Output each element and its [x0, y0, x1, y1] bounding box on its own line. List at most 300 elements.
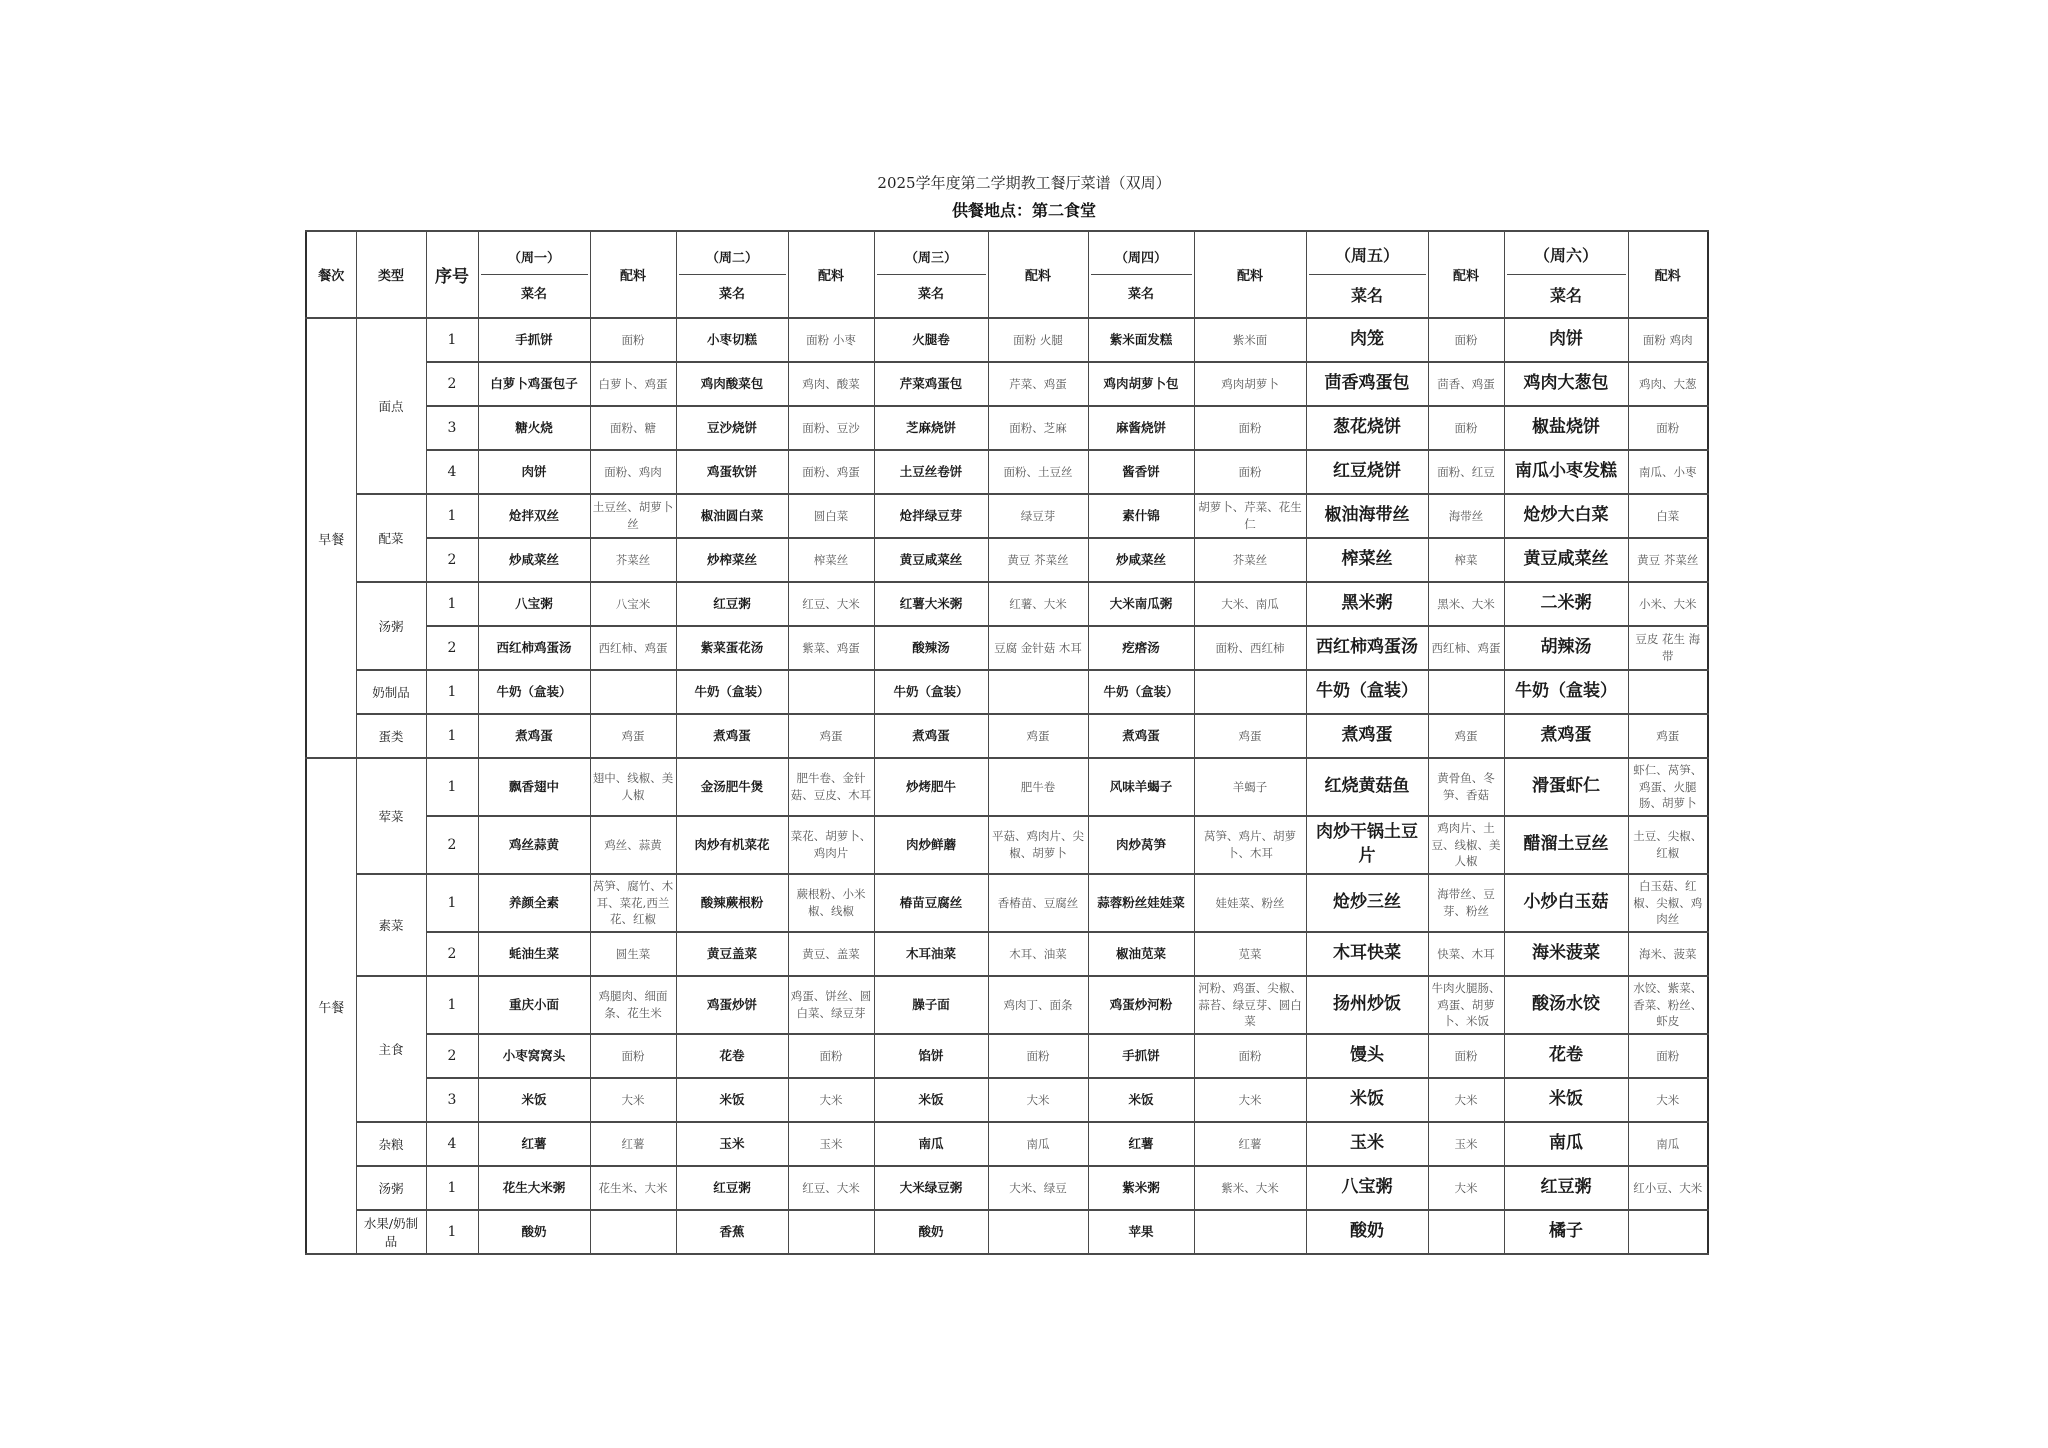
- ingredient-cell: 大米: [1428, 1166, 1504, 1210]
- dish-cell: 炝炒三丝: [1306, 874, 1428, 932]
- dish-cell: 木耳快菜: [1306, 932, 1428, 976]
- dish-cell: 肉炒有机菜花: [676, 816, 788, 874]
- dish-cell: 酸汤水饺: [1504, 976, 1628, 1034]
- ingredient-cell: 面粉: [1428, 1034, 1504, 1078]
- ingredient-cell: 面粉、鸡蛋: [788, 450, 874, 494]
- dish-cell: 扬州炒饭: [1306, 976, 1428, 1034]
- dish-cell: 橘子: [1504, 1210, 1628, 1254]
- dish-cell: 煮鸡蛋: [1306, 714, 1428, 758]
- dish-cell: 炒咸菜丝: [478, 538, 590, 582]
- dish-cell: 炒烤肥牛: [874, 758, 988, 816]
- ingredient-cell: 虾仁、莴笋、鸡蛋、火腿肠、胡萝卜: [1628, 758, 1708, 816]
- dish-cell: 海米菠菜: [1504, 932, 1628, 976]
- header-row: [306, 231, 1708, 318]
- dish-cell: 花卷: [676, 1034, 788, 1078]
- ingredient-cell: 面粉: [1194, 1034, 1306, 1078]
- dish-cell: 滑蛋虾仁: [1504, 758, 1628, 816]
- ingredient-cell: 菜花、胡萝卜、鸡肉片: [788, 816, 874, 874]
- dish-cell: 牛奶（盒装）: [874, 670, 988, 714]
- dish-cell: 炒榨菜丝: [676, 538, 788, 582]
- dish-cell: 酸辣汤: [874, 626, 988, 670]
- ingredient-cell: 鸡肉丁、面条: [988, 976, 1088, 1034]
- dish-cell: 炝炒大白菜: [1504, 494, 1628, 538]
- dish-cell: 米饭: [1306, 1078, 1428, 1122]
- dish-name-header: 菜名: [917, 287, 944, 302]
- dish-cell: 西红柿鸡蛋汤: [478, 626, 590, 670]
- ingredient-cell: 肥牛卷、金针菇、豆皮、木耳: [788, 758, 874, 816]
- ingredient-cell: 鸡肉、酸菜: [788, 362, 874, 406]
- dish-cell: 南瓜: [1504, 1122, 1628, 1166]
- no-cell: 4: [426, 1122, 478, 1166]
- ingredient-cell: [788, 1210, 874, 1254]
- ingredient-cell: 榨菜: [1428, 538, 1504, 582]
- header-day-1: [478, 231, 590, 318]
- dish-cell: 肉炒干锅土豆片: [1306, 816, 1428, 874]
- dish-cell: 酸辣蕨根粉: [676, 874, 788, 932]
- dish-cell: 八宝粥: [1306, 1166, 1428, 1210]
- ingredient-cell: 紫菜、鸡蛋: [788, 626, 874, 670]
- ingredient-cell: 面粉: [1194, 450, 1306, 494]
- ingredient-cell: 海带丝、豆芽、粉丝: [1428, 874, 1504, 932]
- type-cell: 主食: [356, 976, 426, 1122]
- ingredient-cell: 榨菜丝: [788, 538, 874, 582]
- dish-cell: 牛奶（盒装）: [1504, 670, 1628, 714]
- dish-name-header: 菜名: [1549, 286, 1582, 305]
- ingredient-cell: 面粉、鸡肉: [590, 450, 676, 494]
- ingredient-cell: 南瓜: [988, 1122, 1088, 1166]
- ingredient-cell: 鸡蛋: [1428, 714, 1504, 758]
- dish-cell: 红薯大米粥: [874, 582, 988, 626]
- header-day-5: [1306, 231, 1428, 318]
- menu-row: [306, 1034, 1708, 1078]
- dish-cell: 花生大米粥: [478, 1166, 590, 1210]
- dish-cell: 红豆粥: [676, 1166, 788, 1210]
- ingredient-cell: [988, 1210, 1088, 1254]
- no-cell: 2: [426, 538, 478, 582]
- ingredient-cell: 面粉: [988, 1034, 1088, 1078]
- ingredient-cell: 西红柿、鸡蛋: [590, 626, 676, 670]
- ingredient-cell: 白萝卜、鸡蛋: [590, 362, 676, 406]
- dish-cell: 养颜全素: [478, 874, 590, 932]
- ingredient-cell: 娃娃菜、粉丝: [1194, 874, 1306, 932]
- ingredient-cell: 花生米、大米: [590, 1166, 676, 1210]
- dish-cell: 红薯: [1088, 1122, 1194, 1166]
- ingredient-cell: 河粉、鸡蛋、尖椒、蒜苔、绿豆芽、圆白菜: [1194, 976, 1306, 1034]
- dish-cell: 米饭: [874, 1078, 988, 1122]
- dish-cell: 火腿卷: [874, 318, 988, 362]
- ingredient-cell: 面粉、红豆: [1428, 450, 1504, 494]
- dish-cell: 黄豆咸菜丝: [1504, 538, 1628, 582]
- header-day-4: [1088, 231, 1194, 318]
- dish-cell: 白萝卜鸡蛋包子: [478, 362, 590, 406]
- dish-cell: 肉炒莴笋: [1088, 816, 1194, 874]
- ingredient-cell: 面粉、土豆丝: [988, 450, 1088, 494]
- no-cell: 1: [426, 1166, 478, 1210]
- ingredient-cell: 大米、绿豆: [988, 1166, 1088, 1210]
- day-label: （周一）: [481, 239, 588, 275]
- dish-cell: 黄豆咸菜丝: [874, 538, 988, 582]
- header-day-2: [676, 231, 788, 318]
- dish-cell: 馅饼: [874, 1034, 988, 1078]
- dish-cell: 芝麻烧饼: [874, 406, 988, 450]
- no-cell: 3: [426, 1078, 478, 1122]
- dish-cell: 玉米: [1306, 1122, 1428, 1166]
- dish-cell: 牛奶（盒装）: [478, 670, 590, 714]
- ingredient-cell: 绿豆芽: [988, 494, 1088, 538]
- dish-cell: 风味羊蝎子: [1088, 758, 1194, 816]
- ingredient-cell: 白菜: [1628, 494, 1708, 538]
- dish-cell: 红烧黄菇鱼: [1306, 758, 1428, 816]
- ingredient-cell: [1628, 1210, 1708, 1254]
- dish-cell: 鸡肉酸菜包: [676, 362, 788, 406]
- dish-cell: 米饭: [1088, 1078, 1194, 1122]
- menu-row: [306, 714, 1708, 758]
- ingredient-cell: 玉米: [1428, 1122, 1504, 1166]
- ingredient-cell: 鸡蛋: [590, 714, 676, 758]
- dish-cell: 南瓜: [874, 1122, 988, 1166]
- ingredient-cell: 水饺、紫菜、香菜、粉丝、虾皮: [1628, 976, 1708, 1034]
- dish-cell: 葱花烧饼: [1306, 406, 1428, 450]
- dish-cell: 米饭: [1504, 1078, 1628, 1122]
- ingredient-cell: 面粉: [1194, 406, 1306, 450]
- ingredient-cell: 莴笋、鸡片、胡萝卜、木耳: [1194, 816, 1306, 874]
- ingredient-cell: 鸡蛋、饼丝、圆白菜、绿豆芽: [788, 976, 874, 1034]
- type-cell: 配菜: [356, 494, 426, 582]
- type-cell: 素菜: [356, 874, 426, 976]
- menu-row: [306, 670, 1708, 714]
- ingredient-cell: 大米: [788, 1078, 874, 1122]
- ingredient-cell: 面粉: [1628, 1034, 1708, 1078]
- dish-cell: 红豆粥: [1504, 1166, 1628, 1210]
- menu-row: [306, 450, 1708, 494]
- no-cell: 2: [426, 816, 478, 874]
- ingredient-cell: 面粉、西红柿: [1194, 626, 1306, 670]
- dish-cell: 手抓饼: [478, 318, 590, 362]
- type-cell: 蛋类: [356, 714, 426, 758]
- dish-cell: 茴香鸡蛋包: [1306, 362, 1428, 406]
- meal-cell: 午餐: [306, 758, 356, 1254]
- header-ingredient: 配料: [590, 231, 676, 318]
- ingredient-cell: 鸡肉、大葱: [1628, 362, 1708, 406]
- dish-cell: 酸奶: [1306, 1210, 1428, 1254]
- ingredient-cell: 紫米面: [1194, 318, 1306, 362]
- dish-cell: 臊子面: [874, 976, 988, 1034]
- dish-cell: 椿苗豆腐丝: [874, 874, 988, 932]
- dish-name-header: 菜名: [1350, 286, 1383, 305]
- header-meal: 餐次: [306, 231, 356, 318]
- header-ingredient: 配料: [788, 231, 874, 318]
- no-cell: 1: [426, 670, 478, 714]
- dish-cell: 黄豆盖菜: [676, 932, 788, 976]
- ingredient-cell: 蕨根粉、小米椒、线椒: [788, 874, 874, 932]
- ingredient-cell: 南瓜: [1628, 1122, 1708, 1166]
- ingredient-cell: 紫米、大米: [1194, 1166, 1306, 1210]
- ingredient-cell: 鸡丝、蒜黄: [590, 816, 676, 874]
- day-label: （周三）: [877, 239, 986, 275]
- ingredient-cell: 鸡肉片、土豆、线椒、美人椒: [1428, 816, 1504, 874]
- day-label: （周二）: [679, 239, 786, 275]
- dish-cell: 肉笼: [1306, 318, 1428, 362]
- header-day-6: [1504, 231, 1628, 318]
- no-cell: 3: [426, 406, 478, 450]
- ingredient-cell: 红薯: [590, 1122, 676, 1166]
- ingredient-cell: 豆腐 金针菇 木耳: [988, 626, 1088, 670]
- ingredient-cell: 香椿苗、豆腐丝: [988, 874, 1088, 932]
- ingredient-cell: 面粉: [1428, 318, 1504, 362]
- menu-row: [306, 874, 1708, 932]
- no-cell: 1: [426, 758, 478, 816]
- dish-cell: 醋溜土豆丝: [1504, 816, 1628, 874]
- dish-cell: 香蕉: [676, 1210, 788, 1254]
- dish-cell: 小枣切糕: [676, 318, 788, 362]
- dish-name-header: 菜名: [718, 287, 745, 302]
- type-cell: 水果/奶制品: [356, 1210, 426, 1254]
- menu-row: [306, 582, 1708, 626]
- dish-name-header: 菜名: [1127, 287, 1154, 302]
- dish-cell: 馒头: [1306, 1034, 1428, 1078]
- ingredient-cell: 鸡腿肉、细面条、花生米: [590, 976, 676, 1034]
- ingredient-cell: 黑米、大米: [1428, 582, 1504, 626]
- dish-cell: 酸奶: [478, 1210, 590, 1254]
- dish-cell: 木耳油菜: [874, 932, 988, 976]
- dish-cell: 鸡蛋炒河粉: [1088, 976, 1194, 1034]
- dish-cell: 煮鸡蛋: [874, 714, 988, 758]
- dish-cell: 煮鸡蛋: [1504, 714, 1628, 758]
- ingredient-cell: [788, 670, 874, 714]
- dish-cell: 鸡丝蒜黄: [478, 816, 590, 874]
- dish-cell: 椒油圆白菜: [676, 494, 788, 538]
- dish-cell: 糖火烧: [478, 406, 590, 450]
- ingredient-cell: 快菜、木耳: [1428, 932, 1504, 976]
- menu-table: [305, 230, 1709, 1255]
- ingredient-cell: 白玉菇、红椒、尖椒、鸡肉丝: [1628, 874, 1708, 932]
- ingredient-cell: 大米: [590, 1078, 676, 1122]
- dish-cell: 素什锦: [1088, 494, 1194, 538]
- ingredient-cell: 土豆丝、胡萝卜丝: [590, 494, 676, 538]
- dish-name-header: 菜名: [520, 287, 547, 302]
- menu-row: [306, 1122, 1708, 1166]
- header-type: 类型: [356, 231, 426, 318]
- menu-row: [306, 406, 1708, 450]
- type-cell: 杂粮: [356, 1122, 426, 1166]
- dish-cell: 紫米粥: [1088, 1166, 1194, 1210]
- ingredient-cell: [1194, 1210, 1306, 1254]
- ingredient-cell: [590, 1210, 676, 1254]
- dish-cell: 蒜蓉粉丝娃娃菜: [1088, 874, 1194, 932]
- header-day-3: [874, 231, 988, 318]
- type-cell: 奶制品: [356, 670, 426, 714]
- menu-row: [306, 976, 1708, 1034]
- dish-cell: 煮鸡蛋: [478, 714, 590, 758]
- menu-row: [306, 538, 1708, 582]
- dish-cell: 芹菜鸡蛋包: [874, 362, 988, 406]
- dish-cell: 酸奶: [874, 1210, 988, 1254]
- ingredient-cell: 圆生菜: [590, 932, 676, 976]
- ingredient-cell: [1194, 670, 1306, 714]
- dish-cell: 花卷: [1504, 1034, 1628, 1078]
- ingredient-cell: 鸡肉胡萝卜: [1194, 362, 1306, 406]
- dish-cell: 胡辣汤: [1504, 626, 1628, 670]
- ingredient-cell: 鸡蛋: [1194, 714, 1306, 758]
- doc-title: 2025学年度第二学期教工餐厅菜谱（双周）: [877, 174, 1171, 192]
- ingredient-cell: 芹菜、鸡蛋: [988, 362, 1088, 406]
- dish-cell: 红豆粥: [676, 582, 788, 626]
- menu-row: [306, 318, 1708, 362]
- ingredient-cell: [1428, 670, 1504, 714]
- dish-cell: 榨菜丝: [1306, 538, 1428, 582]
- ingredient-cell: 牛肉火腿肠、鸡蛋、胡萝卜、米饭: [1428, 976, 1504, 1034]
- dish-cell: 红豆烧饼: [1306, 450, 1428, 494]
- dish-cell: 椒油海带丝: [1306, 494, 1428, 538]
- meal-cell: 早餐: [306, 318, 356, 758]
- ingredient-cell: 面粉、芝麻: [988, 406, 1088, 450]
- type-cell: 汤粥: [356, 582, 426, 670]
- day-label: （周四）: [1091, 239, 1192, 275]
- ingredient-cell: 芥菜丝: [590, 538, 676, 582]
- ingredient-cell: 黄豆 芥菜丝: [988, 538, 1088, 582]
- ingredient-cell: 面粉: [788, 1034, 874, 1078]
- header-no: 序号: [426, 231, 478, 318]
- ingredient-cell: 面粉 火腿: [988, 318, 1088, 362]
- ingredient-cell: 芥菜丝: [1194, 538, 1306, 582]
- ingredient-cell: 小米、大米: [1628, 582, 1708, 626]
- menu-row: [306, 932, 1708, 976]
- ingredient-cell: 莴笋、腐竹、木耳、菜花,西兰花、红椒: [590, 874, 676, 932]
- ingredient-cell: 平菇、鸡肉片、尖椒、胡萝卜: [988, 816, 1088, 874]
- dish-cell: 重庆小面: [478, 976, 590, 1034]
- no-cell: 2: [426, 1034, 478, 1078]
- ingredient-cell: 面粉、豆沙: [788, 406, 874, 450]
- dish-cell: 紫菜蛋花汤: [676, 626, 788, 670]
- dish-cell: 椒盐烧饼: [1504, 406, 1628, 450]
- dish-cell: 炝拌绿豆芽: [874, 494, 988, 538]
- ingredient-cell: 圆白菜: [788, 494, 874, 538]
- menu-row: [306, 1078, 1708, 1122]
- no-cell: 1: [426, 714, 478, 758]
- no-cell: 1: [426, 494, 478, 538]
- dish-cell: 麻酱烧饼: [1088, 406, 1194, 450]
- ingredient-cell: 黄骨鱼、冬笋、香菇: [1428, 758, 1504, 816]
- ingredient-cell: 红薯: [1194, 1122, 1306, 1166]
- dish-cell: 米饭: [478, 1078, 590, 1122]
- dish-cell: 肉炒鲜蘑: [874, 816, 988, 874]
- dish-cell: 椒油苋菜: [1088, 932, 1194, 976]
- dish-cell: 小炒白玉菇: [1504, 874, 1628, 932]
- dish-cell: 肉饼: [1504, 318, 1628, 362]
- ingredient-cell: 黄豆 芥菜丝: [1628, 538, 1708, 582]
- doc-subtitle: 供餐地点：第二食堂: [951, 201, 1096, 220]
- header-ingredient: 配料: [1194, 231, 1306, 318]
- header-ingredient: 配料: [1428, 231, 1504, 318]
- ingredient-cell: 苋菜: [1194, 932, 1306, 976]
- no-cell: 2: [426, 626, 478, 670]
- dish-cell: 鸡肉胡萝卜包: [1088, 362, 1194, 406]
- ingredient-cell: [988, 670, 1088, 714]
- ingredient-cell: 大米: [1628, 1078, 1708, 1122]
- ingredient-cell: 面粉: [590, 1034, 676, 1078]
- header-ingredient: 配料: [988, 231, 1088, 318]
- dish-cell: 蚝油生菜: [478, 932, 590, 976]
- ingredient-cell: 面粉: [1628, 406, 1708, 450]
- dish-cell: 煮鸡蛋: [1088, 714, 1194, 758]
- dish-cell: 肉饼: [478, 450, 590, 494]
- no-cell: 1: [426, 976, 478, 1034]
- dish-cell: 鸡肉大葱包: [1504, 362, 1628, 406]
- ingredient-cell: 大米: [988, 1078, 1088, 1122]
- ingredient-cell: 大米、南瓜: [1194, 582, 1306, 626]
- ingredient-cell: 黄豆、盖菜: [788, 932, 874, 976]
- ingredient-cell: [1428, 1210, 1504, 1254]
- no-cell: 1: [426, 582, 478, 626]
- ingredient-cell: 面粉: [590, 318, 676, 362]
- ingredient-cell: 肥牛卷: [988, 758, 1088, 816]
- day-label: （周六）: [1507, 235, 1626, 275]
- dish-cell: 米饭: [676, 1078, 788, 1122]
- ingredient-cell: 面粉、糖: [590, 406, 676, 450]
- type-cell: 荤菜: [356, 758, 426, 874]
- dish-cell: 牛奶（盒装）: [1088, 670, 1194, 714]
- dish-cell: 红薯: [478, 1122, 590, 1166]
- day-label: （周五）: [1309, 235, 1426, 275]
- ingredient-cell: 木耳、油菜: [988, 932, 1088, 976]
- ingredient-cell: 海米、菠菜: [1628, 932, 1708, 976]
- dish-cell: 牛奶（盒装）: [1306, 670, 1428, 714]
- dish-cell: 二米粥: [1504, 582, 1628, 626]
- ingredient-cell: 鸡蛋: [788, 714, 874, 758]
- no-cell: 4: [426, 450, 478, 494]
- no-cell: 1: [426, 874, 478, 932]
- dish-cell: 玉米: [676, 1122, 788, 1166]
- menu-row: [306, 1166, 1708, 1210]
- ingredient-cell: 海带丝: [1428, 494, 1504, 538]
- ingredient-cell: 鸡蛋: [1628, 714, 1708, 758]
- dish-cell: 小枣窝窝头: [478, 1034, 590, 1078]
- menu-table-container: [305, 230, 1709, 1255]
- ingredient-cell: 豆皮 花生 海带: [1628, 626, 1708, 670]
- dish-cell: 鸡蛋软饼: [676, 450, 788, 494]
- ingredient-cell: 八宝米: [590, 582, 676, 626]
- ingredient-cell: 红小豆、大米: [1628, 1166, 1708, 1210]
- ingredient-cell: 红薯、大米: [988, 582, 1088, 626]
- dish-cell: 大米绿豆粥: [874, 1166, 988, 1210]
- ingredient-cell: 面粉: [1428, 406, 1504, 450]
- ingredient-cell: 羊蝎子: [1194, 758, 1306, 816]
- ingredient-cell: 红豆、大米: [788, 582, 874, 626]
- dish-cell: 豆沙烧饼: [676, 406, 788, 450]
- menu-row: [306, 626, 1708, 670]
- dish-cell: 南瓜小枣发糕: [1504, 450, 1628, 494]
- ingredient-cell: 鸡蛋: [988, 714, 1088, 758]
- menu-row: [306, 494, 1708, 538]
- dish-cell: 苹果: [1088, 1210, 1194, 1254]
- dish-cell: 牛奶（盒装）: [676, 670, 788, 714]
- ingredient-cell: 南瓜、小枣: [1628, 450, 1708, 494]
- ingredient-cell: 红豆、大米: [788, 1166, 874, 1210]
- dish-cell: 煮鸡蛋: [676, 714, 788, 758]
- header-ingredient: 配料: [1628, 231, 1708, 318]
- ingredient-cell: 大米: [1194, 1078, 1306, 1122]
- dish-cell: 黑米粥: [1306, 582, 1428, 626]
- ingredient-cell: 西红柿、鸡蛋: [1428, 626, 1504, 670]
- ingredient-cell: 面粉 小枣: [788, 318, 874, 362]
- ingredient-cell: 茴香、鸡蛋: [1428, 362, 1504, 406]
- dish-cell: 手抓饼: [1088, 1034, 1194, 1078]
- dish-cell: 紫米面发糕: [1088, 318, 1194, 362]
- dish-cell: 鸡蛋炒饼: [676, 976, 788, 1034]
- dish-cell: 西红柿鸡蛋汤: [1306, 626, 1428, 670]
- menu-row: [306, 816, 1708, 874]
- menu-row: [306, 1210, 1708, 1254]
